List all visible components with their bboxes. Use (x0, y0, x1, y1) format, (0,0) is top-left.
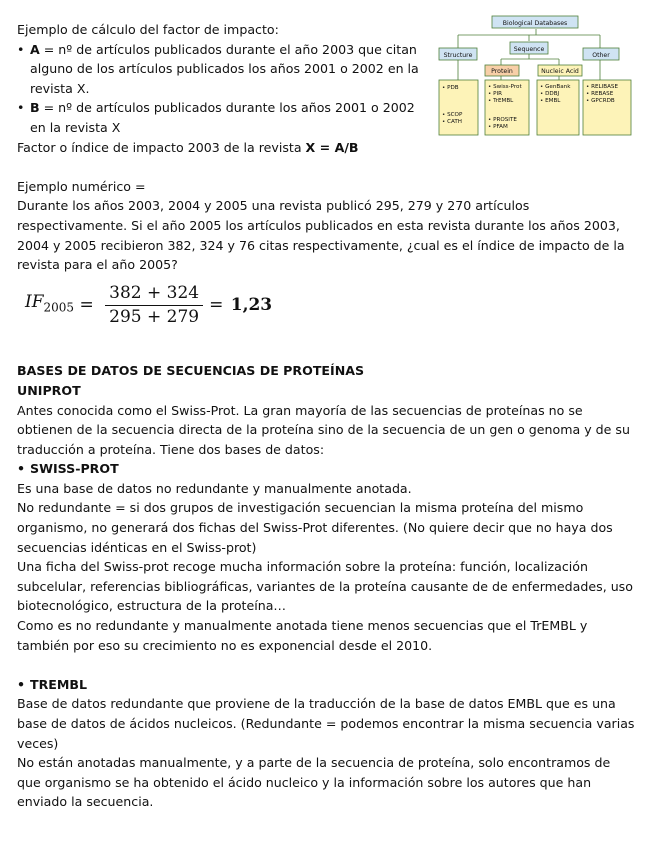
diagram-other-item: • REBASE (586, 91, 614, 97)
diagram-protein-item: • Swiss-Prot (488, 84, 522, 90)
diagram-root-label: Biological Databases (502, 20, 568, 27)
diagram-sequence-label: Sequence (513, 46, 545, 53)
swissprot-paragraph: Como es no redundante y manualmente anotada tiene menos secuencias que el TrEMBL y también por eso su crecimiento no es exponencial desde el 2010. (17, 618, 588, 653)
swissprot-paragraph: Es una base de datos no redundante y manualmente anotada. (17, 480, 412, 496)
variable-b: B (30, 100, 40, 116)
bullet-b-text: = nº de artículos publicados durante los años 2001 o 2002 en la revista X (30, 100, 415, 135)
trembl-paragraph: No están anotadas manualmente, y a parte de la secuencia de proteína, solo encontramos de que organismo se ha obtenido el ácido nucleico y la información sobre los autores que han enviado la secuencia. (17, 755, 611, 810)
formula-denominator: 295 + 279 (109, 307, 200, 328)
variable-a: A (30, 41, 40, 57)
trembl-heading: • TREMBL (17, 675, 635, 695)
bullet-b (17, 98, 427, 137)
impact-factor-definition: Factor o índice de impacto 2003 de la revista X = A/B (17, 139, 359, 155)
diagram-protein-item: • PROSITE (488, 117, 517, 123)
uniprot-text: Antes conocida como el Swiss-Prot. La gran mayoría de las secuencias de proteínas no se obtienen de la secuencia directa de la proteína sino de la secuencia de un gen o genoma y de su traducción a proteína. Tiene dos bases de datos: (17, 402, 630, 457)
impact-formula-text: X = A/B (305, 139, 359, 155)
example-body: Durante los años 2003, 2004 y 2005 una revista publicó 295, 279 y 270 artículos respectivamente. Si el año 2005 los artículos publicados en esta revista durante los años 2003, 2004 y 2005 recibieron 382, 324 y 76 citas respectivamente, ¿cual es el índice de impacto de la revista para el año 2005? (17, 198, 625, 273)
bullet-a-text: = nº de artículos publicados durante el año 2003 que citan alguno de los artículos publicados los años 2001 o 2002 en la revista X. (30, 41, 419, 96)
formula-fraction (105, 284, 203, 328)
impact-factor-block (17, 20, 427, 138)
diagram-nucleic-item: • DDBJ (540, 91, 560, 97)
swissprot-paragraph: No redundante = si dos grupos de investigación secuencian la misma proteína del mismo organismo, no generará dos fichas del Swiss-Prot diferentes. (No quiere decir que no haya dos secuencias idénticas en el Swiss-prot) (17, 500, 613, 555)
formula-numerator: 382 + 324 (105, 284, 203, 307)
swissprot-paragraph: Una ficha del Swiss-prot recoge mucha información sobre la proteína: función, localización subcelular, referencias bibliográficas, variantes de la proteína causante de de enfermedades, uso biotecnológico, estructura de la proteína… (17, 559, 633, 614)
bullet-a (17, 40, 427, 99)
bullet-dot: • (17, 461, 26, 477)
trembl-paragraph: Base de datos redundante que proviene de la traducción de la base de datos EMBL que es una base de datos de ácidos nucleicos. (Redundante = podemos encontrar la misma secuencia varias veces) (17, 696, 635, 751)
diagram-protein-item: • PIR (488, 91, 502, 97)
formula-lhs: IF (25, 292, 44, 313)
diagram-other-label: Other (592, 52, 610, 59)
formula-result: 1,23 (230, 294, 273, 315)
diagram-protein-item: • PFAM (488, 124, 508, 130)
diagram-nucleic-label: Nucleic Acid (541, 68, 579, 75)
bullet-dot: • (17, 676, 26, 692)
formula-subscript: 2005 (43, 300, 75, 315)
bullet-dot: • (17, 41, 25, 57)
diagram-structure-item: • PDB (442, 85, 459, 91)
example-title: Ejemplo numérico = (17, 178, 146, 194)
impact-intro: Ejemplo de cálculo del factor de impacto: (17, 22, 279, 37)
bullet-dot: • (17, 100, 25, 116)
diagram-other-item: • GPCRDB (586, 98, 615, 104)
section-heading: BASES DE DATOS DE SECUENCIAS DE PROTEÍNAS (17, 363, 365, 379)
diagram-structure-label: Structure (443, 52, 473, 59)
diagram-nucleic-item: • EMBL (540, 98, 561, 104)
impact-formula: $IF_{2005}$ = $\frac{382 + 324}{295 + 279}$ = 1,23 (25, 282, 273, 328)
uniprot-heading: UNIPROT (17, 382, 81, 398)
diagram-structure-item: • CATH (442, 119, 462, 125)
diagram-other-item: • RELIBASE (586, 84, 619, 90)
document-body (17, 20, 635, 812)
diagram-protein-label: Protein (491, 68, 513, 75)
diagram-structure-item: • SCOP (442, 112, 463, 118)
swissprot-heading: • SWISS-PROT (17, 459, 635, 479)
diagram-protein-item: • TrEMBL (488, 98, 514, 104)
diagram-nucleic-item: • GenBank (540, 84, 571, 90)
